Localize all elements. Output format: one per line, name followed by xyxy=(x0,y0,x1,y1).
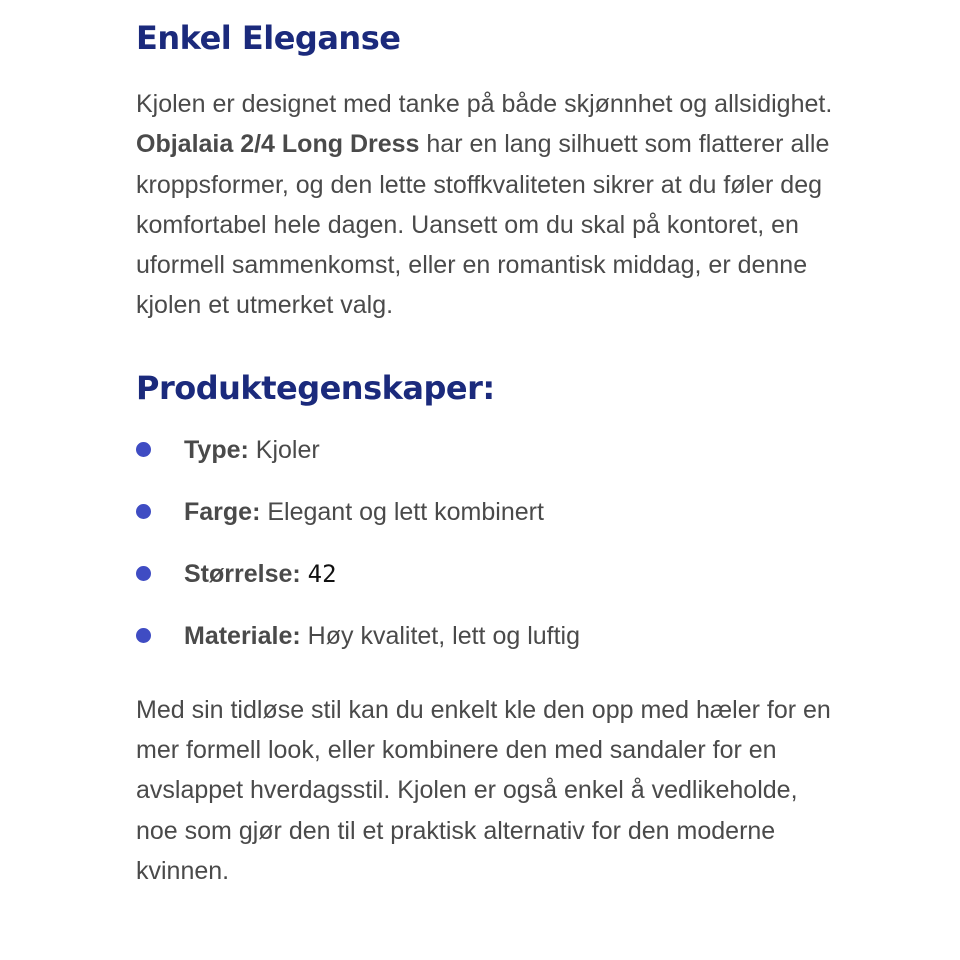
property-value: Høy kvalitet, lett og luftig xyxy=(307,621,580,650)
outro-paragraph: Med sin tidløse stil kan du enkelt kle den opp med hæler for en mer formell look, eller kombinere den med sandaler for en avslappet hverdagsstil. Kjolen er også enkel å vedlikeholde, noe som gjør den til et praktisk alternativ for den moderne kvinnen. xyxy=(136,695,831,885)
property-material xyxy=(136,616,846,678)
bullet-icon xyxy=(136,504,151,519)
article-content xyxy=(136,16,846,891)
intro-text-end: har en lang silhuett som flatterer alle kroppsformer, og den lette stoffkvaliteten sikrer at du føler deg komfortabel hele dagen. Uansett om du skal på kontoret, en uformell sammenkomst, eller en romantisk middag, er denne kjolen et utmerket valg. xyxy=(136,130,830,320)
property-label: Størrelse: xyxy=(184,559,301,588)
property-value: 42 xyxy=(307,559,337,588)
properties-list xyxy=(136,430,846,678)
bullet-icon xyxy=(136,566,151,581)
bullet-icon xyxy=(136,442,151,457)
property-label: Type: xyxy=(184,435,249,464)
property-value: Elegant og lett kombinert xyxy=(267,497,544,526)
property-value: Kjoler xyxy=(255,435,320,464)
properties-heading: Produktegenskaper: xyxy=(136,368,495,407)
property-label: Farge: xyxy=(184,497,261,526)
property-size xyxy=(136,554,846,616)
bullet-icon xyxy=(136,628,151,643)
product-name: Objalaia 2/4 Long Dress xyxy=(136,130,420,159)
intro-text-start: Kjolen er designet med tanke på både skjønnhet og allsidighet. xyxy=(136,90,833,118)
property-label: Materiale: xyxy=(184,621,301,650)
section-heading: Enkel Eleganse xyxy=(136,19,401,57)
intro-paragraph xyxy=(136,84,846,326)
property-color xyxy=(136,492,846,554)
property-type xyxy=(136,430,846,492)
